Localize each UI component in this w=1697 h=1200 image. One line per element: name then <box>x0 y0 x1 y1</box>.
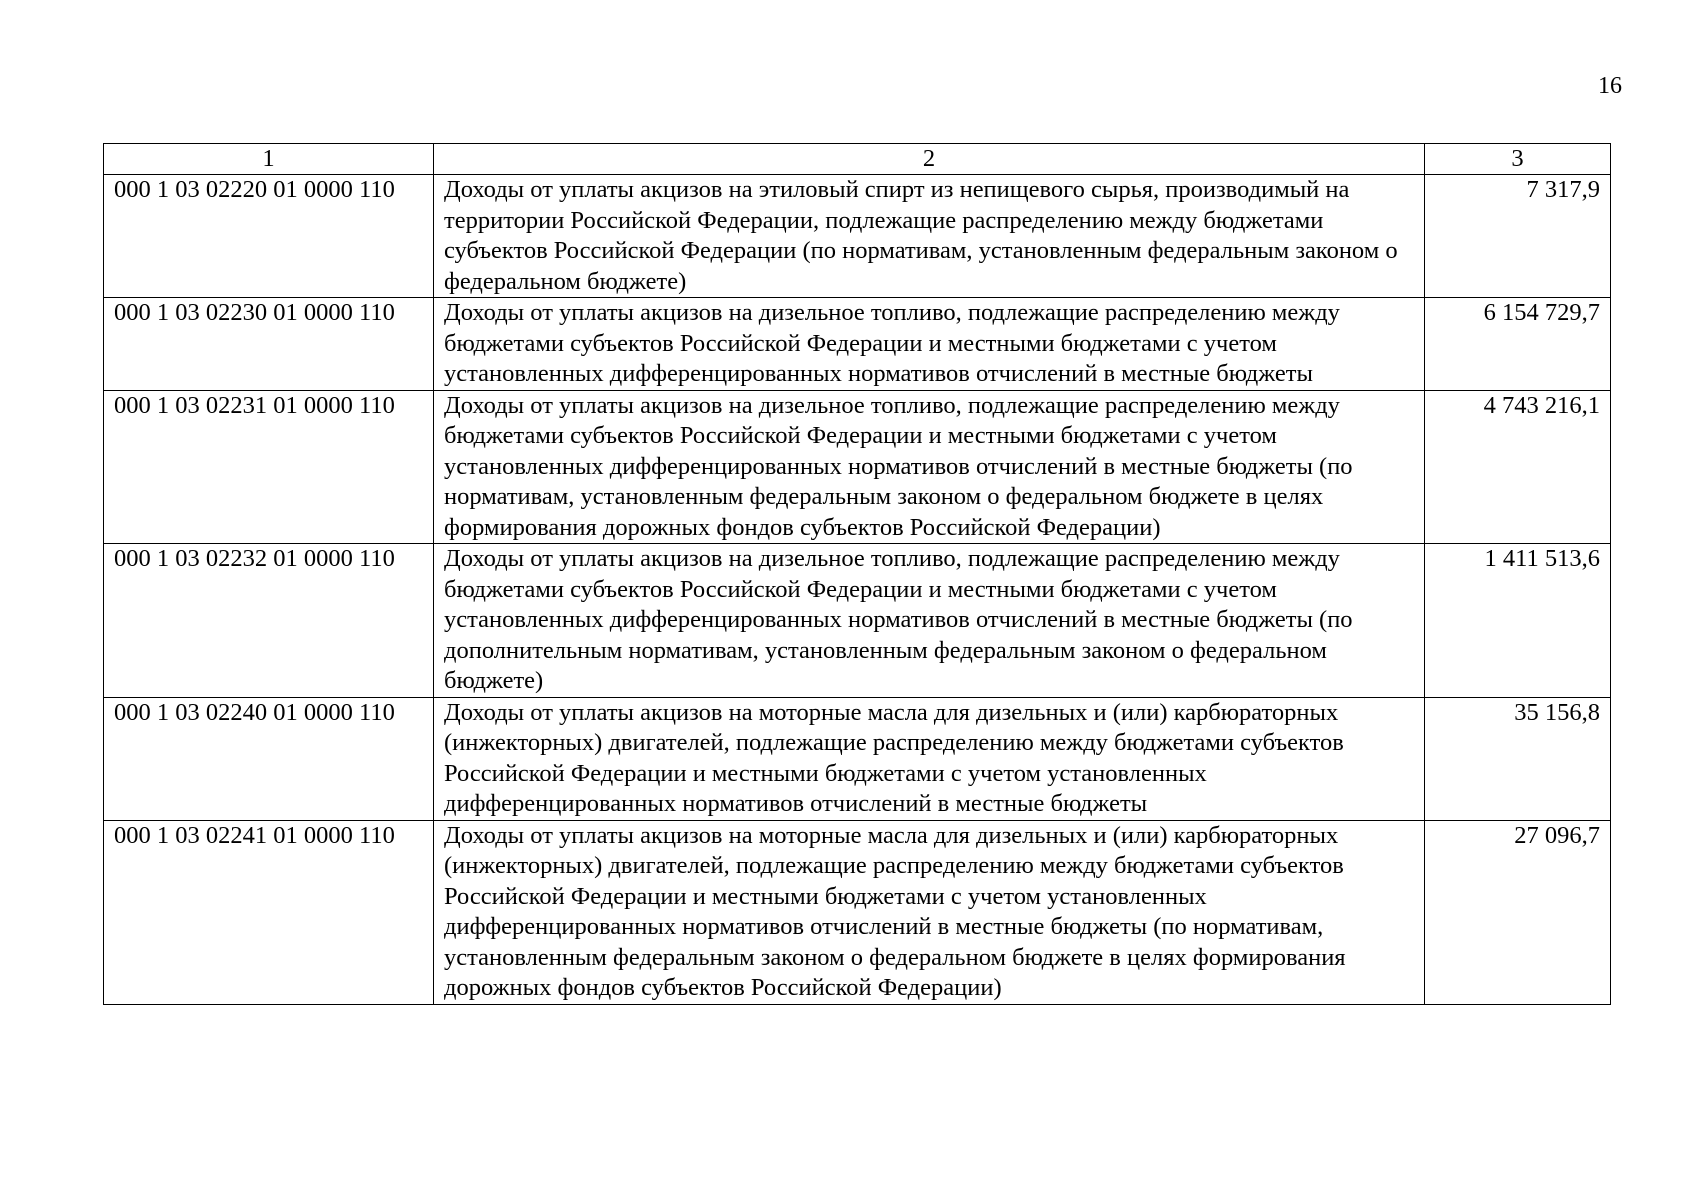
table-header-row <box>104 144 1611 175</box>
row-amount: 35 156,8 <box>1425 697 1611 820</box>
table-row <box>104 697 1611 820</box>
row-code: 000 1 03 02230 01 0000 110 <box>104 298 434 391</box>
row-name: Доходы от уплаты акцизов на дизельное топливо, подлежащие распределению между бюджетами субъектов Российской Федерации и местными бюджетами с учетом установленных дифференцированных нормативов отчислений в местные бюджеты <box>434 298 1425 391</box>
table-row <box>104 175 1611 298</box>
table-row <box>104 544 1611 698</box>
row-name: Доходы от уплаты акцизов на дизельное топливо, подлежащие распределению между бюджетами субъектов Российской Федерации и местными бюджетами с учетом установленных дифференцированных нормативов отчислений в местные бюджеты (по нормативам, установленным федеральным законом о федеральном бюджете в целях формирования дорожных фондов субъектов Российской Федерации) <box>434 390 1425 544</box>
table-row <box>104 820 1611 1004</box>
row-code: 000 1 03 02240 01 0000 110 <box>104 697 434 820</box>
row-amount: 4 743 216,1 <box>1425 390 1611 544</box>
table-row <box>104 298 1611 391</box>
row-amount: 27 096,7 <box>1425 820 1611 1004</box>
row-amount: 6 154 729,7 <box>1425 298 1611 391</box>
row-code: 000 1 03 02231 01 0000 110 <box>104 390 434 544</box>
row-name: Доходы от уплаты акцизов на этиловый спирт из непищевого сырья, производимый на территории Российской Федерации, подлежащие распределению между бюджетами субъектов Российской Федерации (по нормативам, установленным федеральным законом о федеральном бюджете) <box>434 175 1425 298</box>
row-amount: 1 411 513,6 <box>1425 544 1611 698</box>
row-code: 000 1 03 02241 01 0000 110 <box>104 820 434 1004</box>
row-name: Доходы от уплаты акцизов на моторные масла для дизельных и (или) карбюраторных (инжекторных) двигателей, подлежащие распределению между бюджетами субъектов Российской Федерации и местными бюджетами с учетом установленных дифференцированных нормативов отчислений в местные бюджеты (по нормативам, установленным федеральным законом о федеральном бюджете в целях формирования дорожных фондов субъектов Российской Федерации) <box>434 820 1425 1004</box>
column-header-amount: 3 <box>1425 144 1611 175</box>
column-header-code: 1 <box>104 144 434 175</box>
column-header-name: 2 <box>434 144 1425 175</box>
row-code: 000 1 03 02232 01 0000 110 <box>104 544 434 698</box>
row-amount: 7 317,9 <box>1425 175 1611 298</box>
row-code: 000 1 03 02220 01 0000 110 <box>104 175 434 298</box>
row-name: Доходы от уплаты акцизов на моторные масла для дизельных и (или) карбюраторных (инжекторных) двигателей, подлежащие распределению между бюджетами субъектов Российской Федерации и местными бюджетами с учетом установленных дифференцированных нормативов отчислений в местные бюджеты <box>434 697 1425 820</box>
page-number: 16 <box>1598 73 1622 99</box>
revenue-table <box>103 143 1611 1005</box>
table-row <box>104 390 1611 544</box>
row-name: Доходы от уплаты акцизов на дизельное топливо, подлежащие распределению между бюджетами субъектов Российской Федерации и местными бюджетами с учетом установленных дифференцированных нормативов отчислений в местные бюджеты (по дополнительным нормативам, установленным федеральным законом о федеральном бюджете) <box>434 544 1425 698</box>
